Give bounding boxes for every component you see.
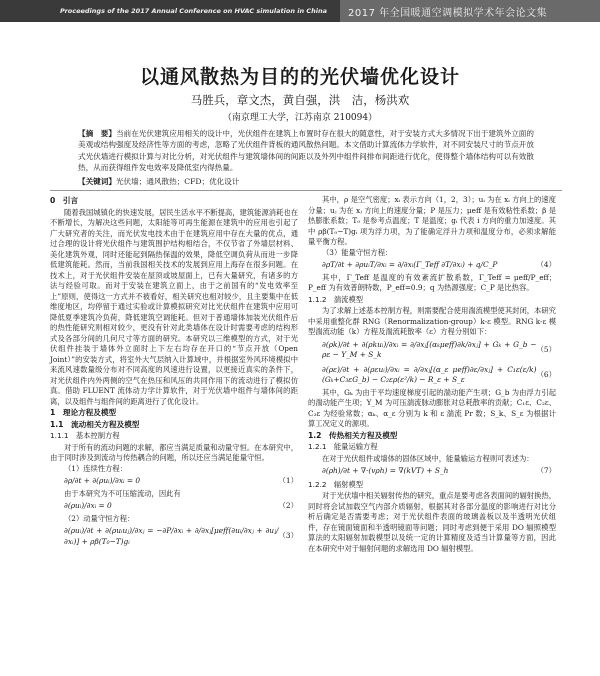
equation [50,524,298,549]
equation-number: （6） [536,369,556,379]
abstract [78,128,534,174]
equation-body: ∂ρT/∂t + ∂ρuᵢT/∂xᵢ = ∂/∂xᵢ(Γ_Teff ∂T/∂xᵢ) + q/C_P [322,260,498,269]
equation-body: ∂(ρk)/∂t + ∂(ρkuᵢ)/∂xᵢ = ∂/∂xⱼ[(αₖμeff)∂k/∂xⱼ] + Gₖ + G_b − ρε − Y_M + S_k [322,339,537,359]
equation-number: （5） [536,344,556,354]
intro-paragraph: 随着我国城镇化的快速发展，居民生活水平不断提高，建筑能源消耗也在不断增长，为解决这些问题，太阳能等可再生能源在建筑中的应用也引起了广大研究者的关注，而光伏发电技术由于在建筑应用中存在大量的优点，通过合理的设计将光伏组件与建筑围护结构相结合，不仅节省了外墙层材料、美化建筑外观，同时还能起到隔热保温的效果，降低空调负荷从而进一步降低建筑能耗。然而，当前我国相关技术的发展到应用上海存在很多问题。在技术上，对于光伏组件安装在屋顶或坡屋面上，已有大量研究，有诸多的方法与经验可取。而对于安装在建筑立面上，由于之前国有的“发电效率至上”原则，使得这一方式并不被看好，相关研究也相对较少，且主要集中在低维度地区，均停留于通过实验或计算模拟研究对比光伏组件在建筑中应用可降低夏季建筑冷负荷，降低建筑空调能耗。但对于普通墙体加装光伏组件后的热性能研究则相对较少，更没有针对此类墙体在设计时需要考虑的结构形式及各部分间的几何尺寸等方面的研究。本研究以三维模型的方式，对于光伏组件挂装于墙体外立面时上下左右均存在开口的“节点开放（Open Joint）”的安装方式，将室外大气层纳入计算域中，并根据室外风环境模拟中来流风速数量级分布对不同高度的风速进行设置，以更接近真实的条件下，对光伏组件内外两侧的空气在热压和风压的共同作用下的流动进行了模拟仿真。借助 FLUENT 流体动力学计算软件，对于光伏墙中组件与墙体间的距离，以及组件与组件间的距离进行了优化设计。 [50,207,298,406]
divider [50,190,562,191]
equation-note: 由于本研究为不可压缩流动，因此有 [64,488,181,498]
subsection-heading: 1.2 传热相关方程及模型 [308,430,398,440]
paragraph: 对于光伏墙中相关辐射传热的研究，重点是要考虑各表面间的辐射换热，同时将会试加载空气内部介质辐射，根据其对各部分温度的影响进行对比分析后确定是否需要考虑；对于光伏组件表面的玻璃盖板以及半透明光伏组件，存在镜面镜面和半透明镜面等问题；同时考虑到便于采用 DO 辐照模型算法的太阳辐射加载模型以及统一定的计算精度及适当计算量等方面，因此在本研究中对于辐射问题的求解选用 DO 辐射模型。 [308,491,556,553]
equation-label: （1）连续性方程： [64,463,128,473]
equation [50,474,298,489]
paragraph: 对于所有的流动问题的求解，都应当满足质量和动量守恒。在本研究中，由于同时涉及到流动与传热耦合的问题，所以还应当满足能量守恒。 [50,442,298,462]
keywords-label: 【关键词】 [78,177,116,186]
running-header [0,0,600,22]
equation-body: ∂(ρuᵢ)/∂xᵢ = 0 [64,501,112,510]
equation-number: （4） [536,260,556,269]
equation [308,363,556,388]
header-conference-cn: 2017 年全国暖通空调模拟学术年会论文集 [340,0,600,22]
keywords-text: 光伏墙；通风散热；CFD；优化设计 [115,177,240,186]
right-column [308,195,556,554]
affiliation: （南京理工大学，江苏南京 210094） [222,113,378,123]
section-heading: 1 理论方程及模型 [50,408,117,417]
subsubsection-heading: 1.1.2 湍流模型 [308,294,364,304]
equation-number: （3） [278,531,298,541]
subsection-heading: 1.1 流动相关方程及模型 [50,419,140,429]
equation-body: ∂(ρuᵢ)/∂t + ∂(ρuᵢuⱼ)/∂xⱼ = −∂P/∂xᵢ + ∂/∂xⱼ[μeff(∂uᵢ/∂xⱼ + ∂uⱼ/∂xᵢ)] + ρβ(T₀−T)gᵢ [64,526,279,546]
equation-body: ∂(ρε)/∂t + ∂(ρεuᵢ)/∂xᵢ = ∂/∂xⱼ[(α_ε μeff)∂ε/∂xⱼ] + C₁ε(ε/k)(Gₖ+C₃εG_b) − C₂ερ(ε²/k) − R_ε + S_ε [322,364,537,384]
subsubsection-heading: 1.1.1 基本控制方程 [50,431,120,440]
paragraph: 其中，Gₖ 为由于平均速度梯度引起的湍动能产生项；G_b 为由浮力引起的湍动能产生项；Y_M 为可压湍流脉动膨胀对总耗散率的贡献；C₁ε、C₂ε、C₃ε 为经验常数；αₖ、α_ε 分别为 k 和 ε 湍流 Pr 数；S_k、S_ε 为根据计算工况定义的源项。 [308,387,556,428]
paper-title: 以通风散热为目的的光伏墙优化设计 [139,66,460,88]
equation-number: （7） [536,466,556,475]
equation-number: （2） [278,501,298,510]
equation-label: （2）动量守恒方程： [64,513,135,523]
equation-body: ∂ρ/∂t + ∂(ρuᵢ)/∂xᵢ = 0 [64,476,141,485]
paragraph: 其中，ρ 是空气密度；xᵢ 表示方向（1，2，3）；uᵢ 为在 xᵢ 方向上的速度分量；uⱼ 为在 xⱼ 方向上的速度分量；P 是压力；μeff 是有效粘性系数；β 是热膨胀系数；T₀ 是参考点温度；T 是温度；gᵢ 代表 i 方向的重力加速度。其中 ρβ(T₀−T)gᵢ 项为浮力项，为了能确定浮升力项和温度分布，必须求解能量平衡方程。 [308,195,556,246]
subsubsection-heading: 1.2.2 辐射模型 [308,479,364,489]
equation [308,258,556,273]
equation [50,499,298,514]
paragraph: 为了求解上述基本控制方程，则需要配合使用湍流模型使其封闭，本研究中采用重整化群 RNG（Renormalization-group）k-ε 模型。RNG k-ε 模型湍流动能（k）方程及湍流耗散率（ε）方程分别如下： [308,306,556,336]
equation-body: ∂(ρh)/∂t + ∇·(vρh) = ∇(kVT) + S_h [322,466,449,475]
abstract-text: 当前在光伏建筑应用相关的设计中，光伏组件在建筑上布置时存在很大的随意性，对于安装方式大多情况下出于建筑外立面的美观或结构强度及经济性等方面的考虑，忽略了光伏组件背板的通风散热问题。本文借助计算流体力学软件，对不同安装尺寸的节点开放式光伏墙进行模拟计算与对比分析，对光伏组件与建筑墙体间的间距以及外列中组件间排布间距进行优化，使得整个墙体结构可以有效散热，从而获得组件发电效率及降低室内得热量。 [78,129,534,173]
subsubsection-heading: 1.2.1 能量运输方程 [308,442,378,451]
equation [308,338,556,363]
equation-number: （1） [278,476,298,485]
equation-label: （3）能量守恒方程： [322,247,393,257]
keywords [78,176,534,187]
abstract-label: 【摘 要】 [78,129,116,138]
paragraph: 其中，Γ_Teff 是温度的有效紊流扩散系数，Γ_Teff = μeff/P_eff；P_eff 为有效普朗特数，P_eff=0.9；q 为热源强度；C_P 是比热容。 [308,272,556,292]
paragraph: 在对于光伏组件或墙体的固体区域中，能量输运方程则可表述为： [322,453,534,463]
header-conference-en: Proceedings of the 2017 Annual Conference on HVAC simulation in China [0,0,340,22]
authors: 马胜兵，章文杰，黄自强，洪 洁，杨洪欢 [190,93,410,107]
left-column [50,195,298,549]
section-heading: 0 引言 [50,196,79,205]
equation [308,464,556,479]
